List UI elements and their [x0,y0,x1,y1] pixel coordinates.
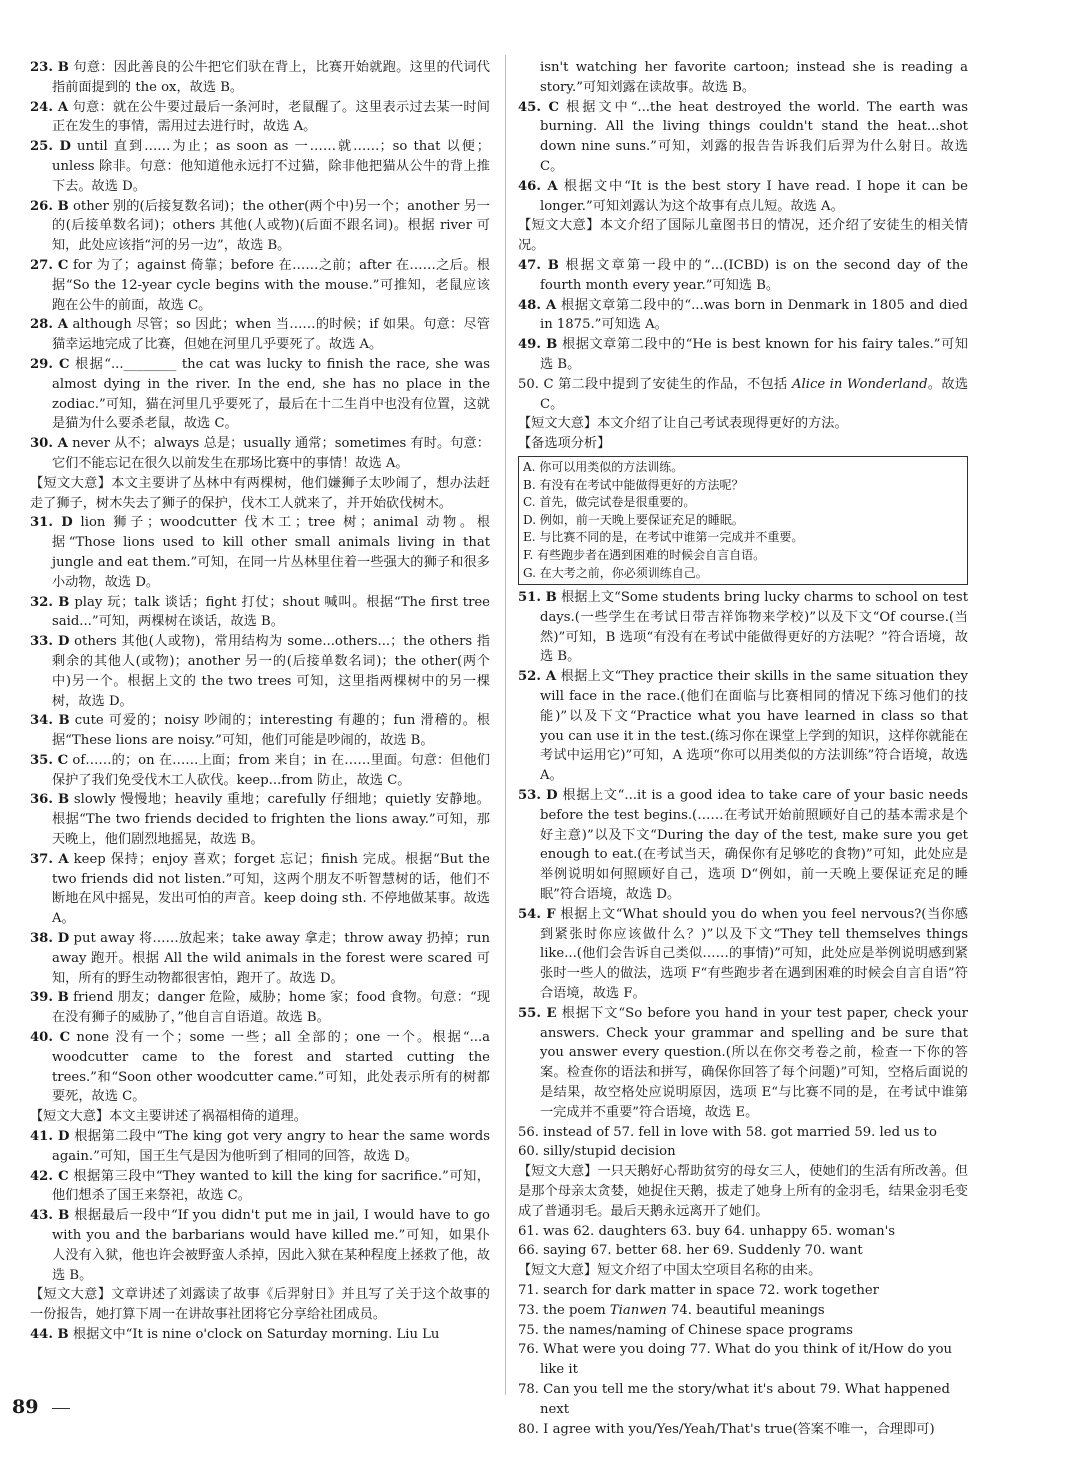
summary-passage: 【短文大意】文章讲述了刘露读了故事《后羿射日》并且写了关于这个故事的一份报告，她打算下周一在讲故事社团将它分享给社团成员。 [30,1287,490,1323]
entry-53: 53. D 根据上文“...it is a good idea to take care of your basic needs before the test begins.(……在考试开始前照顾好自己的基本需求是个好主意)”以及下文“During the day of the test, make sure you get enough to eat.(在考试当天，确保你有足够吃的食物)”可知，此处应是举例说明如何照顾好自己，选项 D“例如，前一天晚上要保证充足的睡眠”符合语境，故选 D。 [518,788,968,903]
question-number: 24. A [30,99,69,115]
question-number: 30. A [30,436,68,452]
entry-50 [518,375,968,415]
question-number: 31. D [30,515,73,531]
question-number: 39. B [30,990,69,1006]
entry-24: 24. A 句意：就在公牛要过最后一条河时，老鼠醒了。这里表示过去某一时间正在发生的事情，需用过去进行时，故选 A。 [30,99,490,135]
entry-50-text: 50. C 第二段中提到了安徒生的作品，不包括 [518,376,792,392]
answers-56-59: 56. instead of 57. fell in love with 58. got married 59. led us to [518,1124,937,1140]
summary-passage: 【短文大意】本文介绍了让自己考试表现得更好的方法。 [518,416,848,432]
question-number: 52. A [518,669,557,685]
entry-49: 49. B 根据文章第二段中的“He is best known for his fairy tales.”可知选 B。 [518,337,968,372]
right-column [518,58,968,1439]
entry-48: 48. A 根据文章第二段中的“...was born in Denmark in 1805 and died in 1875.”可知选 A。 [518,297,968,333]
entry-55: 55. E 根据下文“So before you hand in your test paper, check your answers. Check your grammar and spelling and be sure that you answer every question.(所以在你交考卷之前，检查一下你的答案。检查你的语法和拼写，确保你回答了每个问题)”可知，空格后面说的是结果，故空格处应说明原因，选项 E“与比赛不同的是，在考试中谁第一完成并不重要”符合语境，故选 E。 [518,1005,968,1120]
question-number: 43. B [30,1208,70,1224]
question-number: 28. A [30,317,69,333]
answers-80: 80. I agree with you/Yes/Yeah/That's true(答案不唯一，合理即可) [518,1421,935,1437]
entry-40: 40. C none 没有一个；some 一些；all 全部的；one 一个。根据“...a woodcutter came to the forest and started cutting the trees.”和“Soon other woodcutter came.”可知，此处表示所有的树都要死，故选 C。 [30,1030,491,1105]
option-c: C. 首先，做完试卷是很重要的。 [523,495,696,510]
summary-passage: 【短文大意】本文介绍了国际儿童图书日的情况，还介绍了安徒生的相关情况。 [518,218,968,254]
entry-39: 39. B friend 朋友；danger 危险，威胁；home 家；food 食物。句意：“现在没有狮子的威胁了，”他自言自语道。故选 B。 [30,990,491,1026]
column-divider [505,55,506,1395]
question-number: 26. B [30,198,69,214]
entry-26: 26. B other 别的(后接复数名词)；the other(两个中)另一个；another 另一的(后接单数名词)；others 其他(人或物)(后面不跟名词)。根据 river 可知，此处应该指“河的另一边”，故选 B。 [30,198,490,254]
entry-54: 54. F 根据上文“What should you do when you feel nervous?(当你感到紧张时你应该做什么？)”以及下文“They tell themselves things like...(他们会告诉自己类似……的事情)”可知，此处应是举例说明感到紧张时一些人的做法，选项 F“有些跑步者在遇到困难的时候会自言自语”符合语境，故选 F。 [518,906,968,1002]
entry-44: 44. B 根据文中“It is nine o'clock on Saturday morning. Liu Lu [30,1327,440,1342]
left-column [30,58,490,1345]
question-number: 34. B [30,713,70,729]
question-number: 41. D [30,1129,70,1145]
question-number: 49. B [518,337,558,353]
option-a: A. 你可以用类似的方法训练。 [523,459,684,474]
question-number: 37. A [30,851,69,867]
question-number: 45. C [518,99,559,115]
question-number: 46. A [518,178,558,194]
entry-43: 43. B 根据最后一段中“If you didn't put me in jail, I would have to go with you and the barbarians would have killed me.”可知，如果仆人没有入狱，他也许会被野蛮人杀掉，因此入狱在某种程度上拯救了他，故选 B。 [30,1208,490,1283]
answers-60: 60. silly/stupid decision [518,1144,676,1160]
poem-title: Tianwen [609,1302,667,1318]
answers-78-79: 78. Can you tell me the story/what it's about 79. What happened next [518,1381,950,1417]
answers-66-70: 66. saying 67. better 68. her 69. Suddenly 70. want [518,1243,863,1259]
summary-passage: 【短文大意】一只天鹅好心帮助贫穷的母女三人，使她们的生活有所改善。但是那个母亲太贪婪，她捉住天鹅，拔走了她身上所有的金羽毛，结果金羽毛变成了普通羽毛。最后天鹅永远离开了她们。 [518,1164,968,1219]
question-number: 42. C [30,1168,69,1184]
entry-29: 29. C 根据“...________ the cat was lucky to finish the race, she was almost dying in the river. In the end, she has no place in the zodiac.”可知，猫在河里几乎要死了，最后在十二生肖中也没有位置，这就是猫为什么要杀老鼠，故选 C。 [30,356,490,432]
entry-41: 41. D 根据第二段中“The king got very angry to hear the same words again.”可知，国王生气是因为他听到了相同的回答，故选 D。 [30,1129,490,1164]
answer-74-text: 74. beautiful meanings [666,1302,825,1318]
question-number: 44. B [30,1327,69,1342]
entry-51: 51. B 根据上文“Some students bring lucky charms to school on test days.(一些学生在考试日带吉祥饰物来学校)”以及下文“Of course.(当然)”可知，B 选项“有没有在考试中能做得更好的方法呢？”符合语境，故选 B。 [518,590,968,665]
entry-25: 25. D until 直到……为止；as soon as 一……就……；so that 以便；unless 除非。句意：他知道他永远打不过猫，除非他把猫从公牛的背上推下去。故选 D。 [30,139,490,194]
entry-31: 31. D lion 狮子；woodcutter 伐木工；tree 树；animal 动物。根据“Those lions used to kill other small animals living in that jungle and eat them.”可知，在同一片丛林里住着一些强大的狮子和很多小动物，故选 D。 [30,515,490,590]
options-box [518,456,968,585]
option-f: F. 有些跑步者在遇到困难的时候会自言自语。 [523,547,766,562]
question-number: 29. C [30,356,70,372]
entry-42: 42. C 根据第三段中“They wanted to kill the king for sacrifice.”可知，他们想杀了国王来祭祀，故选 C。 [30,1168,490,1204]
entry-46: 46. A 根据文中“It is the best story I have read. I hope it can be longer.”可知刘露认为这个故事有点儿短。故选 A。 [518,178,968,214]
question-number: 40. C [30,1030,71,1046]
answers-71-72: 71. search for dark matter in space 72. work together [518,1282,879,1298]
entry-33: 33. D others 其他(人或物)，常用结构为 some...others...；the others 指剩余的其他人(或物)；another 另一的(后接单数名词)；the other(两个中)另一个。根据上文的 the two trees 可知，这里指两棵树中的另一棵树，故选 D。 [30,634,490,709]
answer-73-text: 73. the poem [518,1302,610,1318]
entry-35: 35. C of……的；on 在……上面；from 来自；in 在……里面。句意：但他们保护了我们免受伐木工人砍伐。keep...from 防止，故选 C。 [30,752,490,788]
question-number: 48. A [518,297,557,313]
answers-76-77: 76. What were you doing 77. What do you think of it/How do you like it [518,1342,953,1378]
question-number: 54. F [518,906,556,922]
question-number: 53. D [518,788,558,804]
question-number: 47. B [518,257,559,273]
question-number: 55. E [518,1005,557,1021]
entry-38: 38. D put away 将……放起来；take away 拿走；throw away 扔掉；run away 跑开。根据 All the wild animals in the forest were scared 可知，所有的野生动物都很害怕，跑开了。故选 D。 [30,931,490,986]
entry-44-continued: isn't watching her favorite cartoon; instead she is reading a story.”可知刘露在读故事。故选 B。 [540,60,968,95]
answers-61-65: 61. was 62. daughters 63. buy 64. unhappy 65. woman's [518,1223,895,1239]
entry-52: 52. A 根据上文“They practice their skills in the same situation they will face in the race.(他们在面临与比赛相同的情况下练习他们的技能)”以及下文“Practice what you have learned in class so that you can use it in the test.(练习你在课堂上学到的知识，这样你就能在考试中运用它)”可知，A 选项“你可以用类似的方法训练”符合语境，故选 A。 [518,669,968,784]
question-number: 51. B [518,590,557,606]
summary-passage: 【短文大意】本文主要讲述了祸福相倚的道理。 [30,1109,307,1125]
question-number: 38. D [30,931,70,947]
option-b: B. 有没有在考试中能做得更好的方法呢？ [523,477,744,492]
entry-30: 30. A never 从不；always 总是；usually 通常；sometimes 有时。句意：它们不能忘记在很久以前发生在那场比赛中的事情！故选 A。 [30,436,490,471]
summary-passage: 【短文大意】本文主要讲了丛林中有两棵树，他们嫌狮子太吵闹了，想办法赶走了狮子，树木失去了狮子的保护，伐木工人就来了，并开始砍伐树木。 [30,475,490,511]
option-g: G. 在大考之前，你必须训练自己。 [523,565,708,580]
question-number: 23. B [30,60,69,75]
entry-34: 34. B cute 可爱的；noisy 吵闹的；interesting 有趣的；fun 滑稽的。根据“These lions are noisy.”可知，他们可能是吵闹的，故选 B。 [30,713,490,749]
question-number: 35. C [30,752,69,768]
answers-75: 75. the names/naming of Chinese space programs [518,1322,853,1338]
question-number: 27. C [30,257,69,273]
entry-45: 45. C 根据文中“...the heat destroyed the world. The earth was burning. All the living things couldn't stand the heat...shot down nine suns.”可知，刘露的报告告诉我们后羿为什么射日。故选 C。 [518,99,969,174]
entry-37: 37. A keep 保持；enjoy 喜欢；forget 忘记；finish 完成。根据“But the two friends did not listen.”可知，这两个朋友不听智慧树的话，他们不断地在风中摇晃，发出可怕的声音。keep doing sth. 不停地做某事。故选 A。 [30,851,490,927]
entry-23: 23. B 句意：因此善良的公牛把它们驮在背上，比赛开始就跑。这里的代词代指前面提到的 the ox，故选 B。 [30,60,490,95]
option-analysis-header: 【备选项分析】 [518,436,611,452]
question-number: 36. B [30,792,70,808]
entry-32: 32. B play 玩；talk 谈话；fight 打仗；shout 喊叫。根据“The first tree said...”可知，两棵树在谈话，故选 B。 [30,594,490,630]
answers-73-74 [518,1301,968,1321]
entry-50-tail: 。故选 C。 [540,376,969,412]
question-number: 33. D [30,634,70,650]
entry-36: 36. B slowly 慢慢地；heavily 重地；carefully 仔细地；quietly 安静地。根据“The two friends decided to frighten the lions away.”可知，那天晚上，他们剧烈地摇晃，故选 B。 [30,792,490,848]
question-number: 25. D [30,139,71,155]
entry-47: 47. B 根据文章第一段中的“...(ICBD) is on the second day of the fourth month every year.”可知选 B。 [518,257,968,293]
page-number: 89 [12,1396,39,1418]
book-title: Alice in Wonderland [792,376,928,392]
page-number-dash [52,1408,70,1409]
option-d: D. 例如，前一天晚上要保证充足的睡眠。 [523,512,744,527]
question-number: 32. B [30,594,70,610]
summary-passage: 【短文大意】短文介绍了中国太空项目名称的由来。 [518,1263,822,1279]
entry-28: 28. A although 尽管；so 因此；when 当……的时候；if 如果。句意：尽管猫幸运地完成了比赛，但她在河里几乎要死了。故选 A。 [30,317,490,353]
entry-27: 27. C for 为了；against 倚靠；before 在……之前；after 在……之后。根据“So the 12-year cycle begins with the mouse.”可推知，老鼠应该跑在公牛的前面，故选 C。 [30,257,490,313]
option-e: E. 与比赛不同的是，在考试中谁第一完成并不重要。 [523,530,804,545]
